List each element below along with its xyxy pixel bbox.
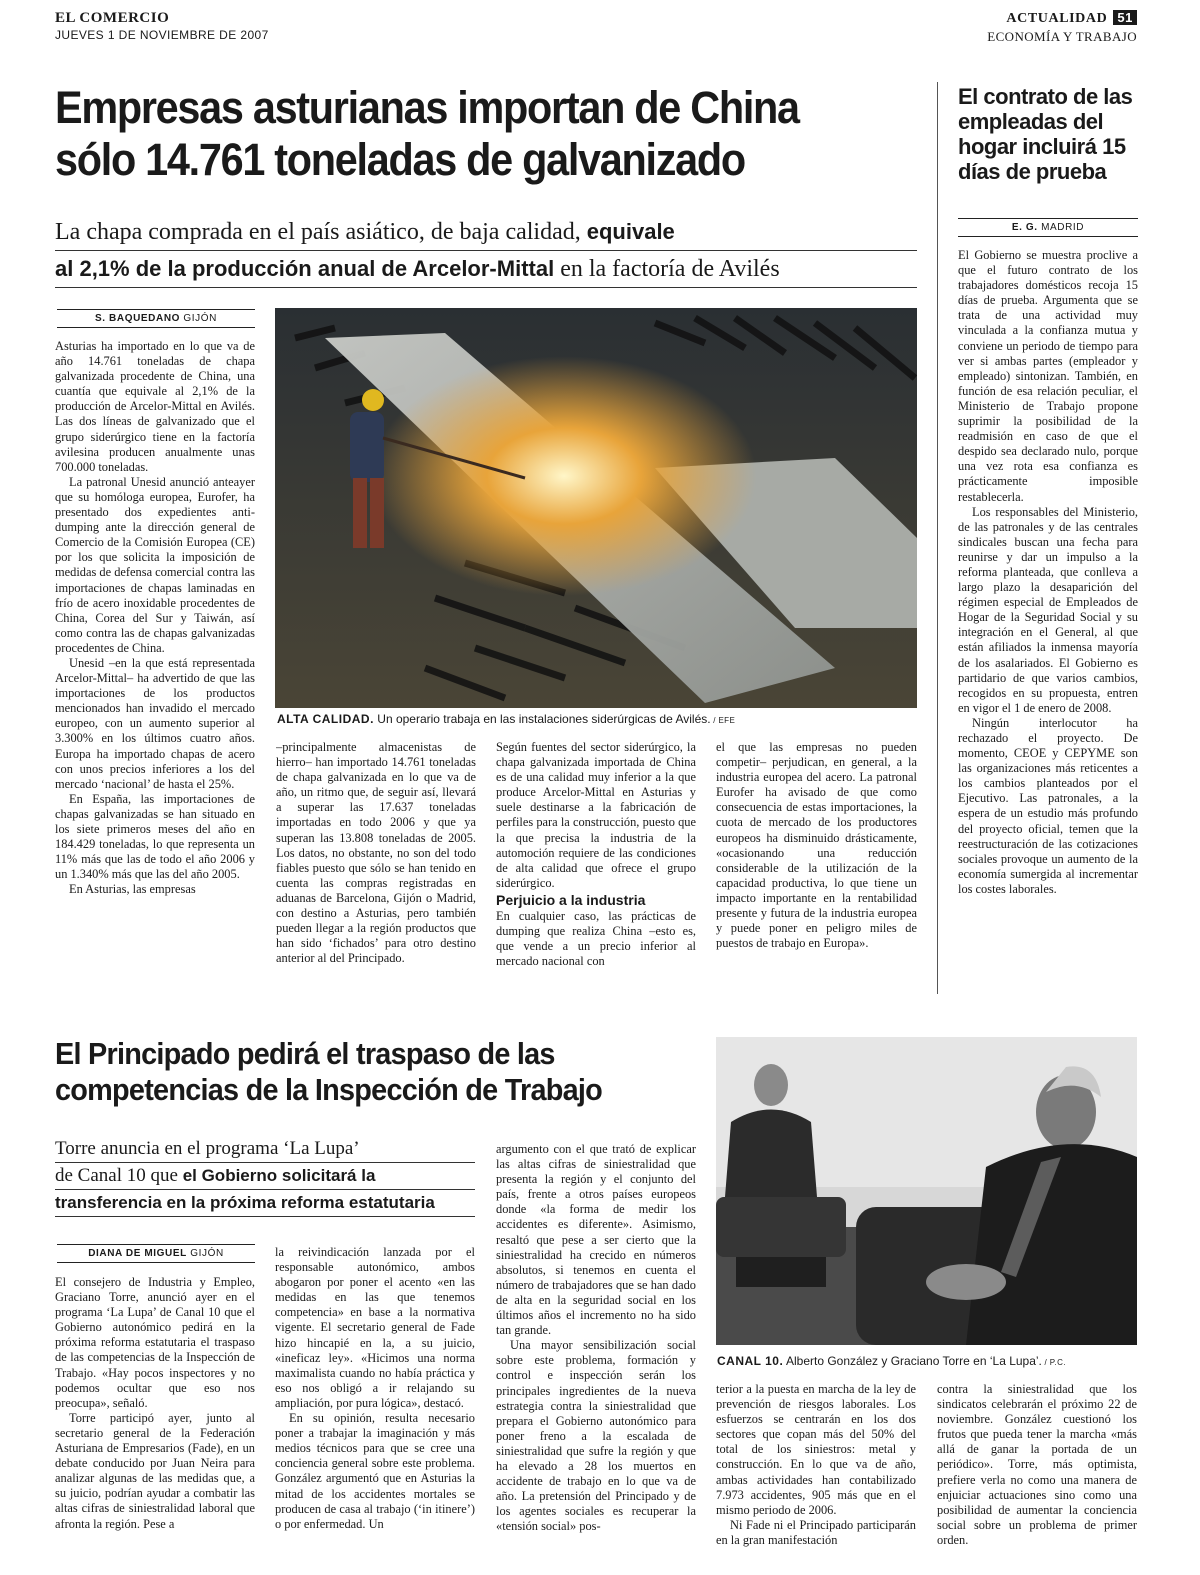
byline-place: GIJÓN bbox=[190, 1248, 224, 1259]
paragraph: la reivindicación lanzada por el responsable autonómico, ambos abogaron por poner el acento «en las medidas en las que tenemos competencia» en base a la normativa vigente. El secretario general de Fade hizo hincapié en la, a su juicio, «ineficaz ley». «Hicimos una norma maximalista cuando no había práctica y eso nos obligó a ir relajando su ampliación, por pura lógica», destacó. bbox=[275, 1245, 475, 1410]
tv-studio-illustration bbox=[716, 1037, 1137, 1345]
deck-text: en la factoría de Avilés bbox=[554, 256, 780, 282]
main-col-1 bbox=[55, 339, 255, 999]
side-headline: El contrato de las empleadas del hogar incluirá 15 días de prueba bbox=[958, 84, 1133, 184]
byline-place: GIJÓN bbox=[183, 313, 217, 324]
side-divider bbox=[937, 82, 938, 994]
main-headline bbox=[55, 82, 855, 186]
paragraph: En Asturias, las empresas bbox=[69, 882, 196, 897]
main-headline-line-1: Empresas asturianas importan de China bbox=[55, 82, 799, 133]
main-col-2 bbox=[276, 740, 476, 998]
caption-text: Alberto González y Graciano Torre en ‘La Lupa’. bbox=[783, 1354, 1042, 1368]
main-col-4 bbox=[716, 740, 917, 998]
deck-bold: el Gobierno solicitará la bbox=[182, 1166, 376, 1185]
issue-date: JUEVES 1 DE NOVIEMBRE DE 2007 bbox=[55, 28, 269, 42]
main-deck bbox=[55, 214, 917, 288]
paragraph: En su opinión, resulta necesario poner a trabajar la imaginación y más medios técnicos para que se cree una conciencia general sobre este problema. González argumentó que en Asturias la mitad de los accidentes mortales se producen de casa al trabajo (‘in itinere’) o por enfermedad. Un bbox=[275, 1411, 475, 1531]
paragraph: argumento con el que trató de explicar las altas cifras de siniestralidad que presenta la región y el conjunto del país, frente a otros países europeos donde «la forma de medir los accidentes es diferente». Asimismo, resaltó que pese a ser cierto que la siniestralidad ha crecido en números absolutos, si tenemos en cuenta el número de trabajadores que se han dado de alta en la seguridad social en los últimos años el incremento no ha sido tan grande. bbox=[496, 1142, 696, 1338]
byline-place: MADRID bbox=[1041, 222, 1085, 233]
byline-name: E. G. bbox=[1011, 222, 1038, 233]
caption-text: Un operario trabaja en las instalaciones siderúrgicas de Avilés. bbox=[373, 712, 711, 726]
paragraph: Ni Fade ni el Principado participarán en la gran manifestación bbox=[716, 1517, 916, 1547]
tv-photo-caption bbox=[717, 1354, 1138, 1368]
main-col-3a bbox=[496, 740, 696, 891]
second-col-3 bbox=[496, 1142, 696, 1575]
steel-plant-illustration bbox=[275, 308, 917, 708]
main-deck-line-2 bbox=[55, 251, 917, 288]
steel-plant-photo bbox=[275, 308, 917, 708]
tv-studio-photo bbox=[716, 1037, 1137, 1345]
caption-credit: / P.C. bbox=[1041, 1358, 1066, 1367]
deck-text: La chapa comprada en el país asiático, de baja calidad, bbox=[55, 219, 587, 245]
paragraph: Unesid –en la que está representada Arcelor-Mittal– ha advertido de que las importaciones de los productos mencionados han invadido el mercado europeo, con un aumento superior al 3.300% en los últimos cuatro años. Europa ha importado chapas de acero con unos precios inferiores a los del mercado ‘nacional’ de hasta el 25%. bbox=[55, 655, 255, 791]
subsection-label: ECONOMÍA Y TRABAJO bbox=[987, 29, 1137, 44]
paragraph: La patronal Unesid anunció anteayer que su homóloga europea, Eurofer, ha presentado dos expedientes anti-dumping ante la dirección general de Comercio de la Comisión Europea (CE) por los que solicita la imposición de medidas de defensa comercial contra las importaciones de chapas laminadas en frío de acero inoxidable procedentes de China, Corea del Sur y Taiwán, así como contra las de chapas galvanizadas procedentes de China. bbox=[55, 474, 255, 655]
second-deck-line-1: Torre anuncia en el programa ‘La Lupa’ bbox=[55, 1136, 475, 1163]
newspaper-name: EL COMERCIO bbox=[55, 10, 170, 26]
deck-bold: equivale bbox=[586, 219, 675, 244]
paragraph: Ningún interlocutor ha rechazado el proyecto. De momento, CEOE y CEPYME son las organizaciones más reticentes a los cambios planteados por el Ejecutivo. Las patronales, a la espera de un estudio más profundo del proyecto oficial, temen que la reestructuración de las cotizaciones sociales provoque un aumento de la economía sumergida al incrementar los costes laborales. bbox=[958, 715, 1138, 896]
second-headline bbox=[55, 1036, 660, 1108]
second-deck-line-3: transferencia en la próxima reforma estatutaria bbox=[55, 1190, 475, 1217]
side-byline bbox=[958, 218, 1138, 237]
paragraph: terior a la puesta en marcha de la ley de prevención de riesgos laborales. Los esfuerzos se centrarán en los dos sectores que copan más del 50% del total de los siniestros: metal y construcción. En lo que va de año, ambas actividades han contabilizado 7.973 accidentes, 905 más que en el mismo periodo de 2006. bbox=[716, 1382, 916, 1517]
paragraph: Asturias ha importado en lo que va de año 14.761 toneladas de chapa galvanizada procedente de China, una cuantía que equivale al 2,1% de la producción de Arcelor-Mittal en Avilés. Las dos líneas de galvanizado que el grupo siderúrgico tiene en la factoría avilesina producen anualmente unas 700.000 toneladas. bbox=[55, 339, 255, 474]
second-byline bbox=[57, 1244, 255, 1263]
paragraph: El Gobierno se muestra proclive a que el futuro contrato de los trabajadores domésticos recoja 15 días de prueba. Argumenta que se trata de una actividad muy vinculada a la confianza mutua y conviene un periodo de tiempo para ver si ambas partes (empleador y empleado) sintonizan. También, en función de esa relación peculiar, el Ministerio de Trabajo propone suprimir la posibilidad de la readmisión en caso de que el despido sea declarado nulo, porque una vez rota esa confianza es prácticamente imposible restablecerla. bbox=[958, 248, 1138, 504]
second-headline-line-2: competencias de la Inspección de Trabajo bbox=[55, 1072, 603, 1107]
paragraph: –principalmente almacenistas de hierro– han importado 14.761 toneladas de chapa galvanizada en lo que va de año, un ritmo que, de seguir así, llevará a superar las 17.637 toneladas importadas en todo 2006 y que ya superan las 13.808 toneladas de 2005. Los datos, no obstante, no son del todo fiables puesto que sólo se han tenido en cuenta las compras registradas en aduanas de Barcelona, Gijón o Madrid, con destino a Asturias, pero también pueden llegar a la región productos que han sido ‘fichados’ para otro destino anterior al del Principado. bbox=[276, 740, 476, 966]
byline-name: S. BAQUEDANO bbox=[95, 313, 181, 324]
main-byline bbox=[57, 309, 255, 328]
second-col-4 bbox=[716, 1382, 916, 1575]
deck-bold: al 2,1% de la producción anual de Arcelor-Mittal bbox=[55, 256, 555, 281]
second-col-2 bbox=[275, 1245, 475, 1575]
main-col-3 bbox=[496, 740, 696, 998]
caption-label: CANAL 10. bbox=[717, 1354, 784, 1368]
deck-text: de Canal 10 que bbox=[55, 1165, 183, 1186]
subhead: Perjuicio a la industria bbox=[496, 891, 646, 908]
paragraph: En cualquier caso, las prácticas de dumping que realiza China –esto es, que vende a un precio inferior al mercado nacional con bbox=[496, 909, 696, 969]
paragraph: Torre participó ayer, junto al secretario general de la Federación Asturiana de Empresarios (Fade), en un debate conducido por Juan Neira para analizar algunas de las medidas que, a su juicio, podrían ayudar a combatir las altas cifras de siniestralidad laboral que afronta la región. Pese a bbox=[55, 1410, 255, 1531]
paragraph: contra la siniestralidad que los sindicatos celebrarán el próximo 22 de noviembre. González cuestionó los frutos que pueda tener la marcha «más allá de ganar la portada de un periódico». Torre, más optimista, prefiere verla no como una manera de enjuiciar actuaciones sino como una posibilidad de aumentar la conciencia social sobre un problema de primer orden. bbox=[937, 1382, 1137, 1547]
paragraph: Una mayor sensibilización social sobre este problema, formación y control e inspección serán los principales ingredientes de la nueva estrategia contra la siniestralidad que prepara el Gobierno autonómico para poner freno a la escalada de siniestralidad que sufre la región y que ha elevado a 28 los muertos en accidente de trabajo en lo que va de año. La pretensión del Principado y de los agentes sociales es recuperar la «tensión social» pos- bbox=[496, 1338, 696, 1534]
byline-name: DIANA DE MIGUEL bbox=[88, 1248, 187, 1259]
caption-credit: / EFE bbox=[710, 716, 736, 725]
paragraph: En España, las importaciones de chapas galvanizadas se han situado en los siete primeros meses del año en 184.429 toneladas, lo que representa un 11% más que las de todo el año 2006 y un 1.340% más que las del año 2005. bbox=[55, 791, 255, 882]
section-label bbox=[1006, 10, 1137, 27]
main-headline-line-2: sólo 14.761 toneladas de galvanizado bbox=[55, 134, 745, 185]
caption-label: ALTA CALIDAD. bbox=[277, 712, 374, 726]
second-col-5 bbox=[937, 1382, 1137, 1575]
paragraph: Los responsables del Ministerio, de las patronales y de las centrales sindicales buscan una fecha para reunirse y dar un impulso a la reforma planteada, que conlleva a largo plazo la desaparición del régimen especial de Empleados de Hogar de la Seguridad Social y su integración en el General, al que están afiliados la inmensa mayoría de los asalariados. El Gobierno es partidario de que varios cambios, recogidos en su propuesta, entren en vigor el 1 de enero de 2008. bbox=[958, 504, 1138, 715]
paragraph: El consejero de Industria y Empleo, Graciano Torre, anunció ayer en el programa ‘La Lupa’ de Canal 10 que el Gobierno autonómico pedirá en la próxima reforma estatutaria el traspaso de las competencias de la Inspección de Trabajo. «Hay pocos inspectores y no podemos ocultar que eso nos preocupa», señaló. bbox=[55, 1275, 255, 1410]
paragraph: el que las empresas no pueden competir– perjudican, en general, a la industria europea del acero. La patronal Eurofer ha avisado de que como consecuencia de estas importaciones, la cuota de mercado de los productores europeos ha disminuido drásticamente, «ocasionando una reducción considerable de la utilización de la capacidad productiva, lo que tiene un impacto importante en la rentabilidad presente y futura de la industria europea y puede poner en peligro miles de puestos de trabajo en Europa». bbox=[716, 740, 917, 951]
second-deck bbox=[55, 1136, 475, 1217]
main-col-3b bbox=[496, 909, 696, 969]
paragraph: Según fuentes del sector siderúrgico, la chapa galvanizada importada de China es de una calidad muy inferior a la que produce Arcelor-Mittal en Asturias y suele destinarse a la fabricación de perfiles para la construcción, puesto que la que precisa la industria de la automoción requiere de las condiciones de alta calidad que ofrece el grupo siderúrgico. bbox=[496, 740, 696, 890]
page-number: 51 bbox=[1113, 10, 1137, 25]
main-deck-line-1 bbox=[55, 214, 917, 251]
second-col-1 bbox=[55, 1275, 255, 1575]
second-deck-line-2 bbox=[55, 1163, 475, 1190]
section-name: ACTUALIDAD bbox=[1006, 11, 1108, 26]
side-body bbox=[958, 248, 1138, 998]
main-photo-caption bbox=[277, 712, 917, 726]
second-headline-line-1: El Principado pedirá el traspaso de las bbox=[55, 1036, 555, 1071]
